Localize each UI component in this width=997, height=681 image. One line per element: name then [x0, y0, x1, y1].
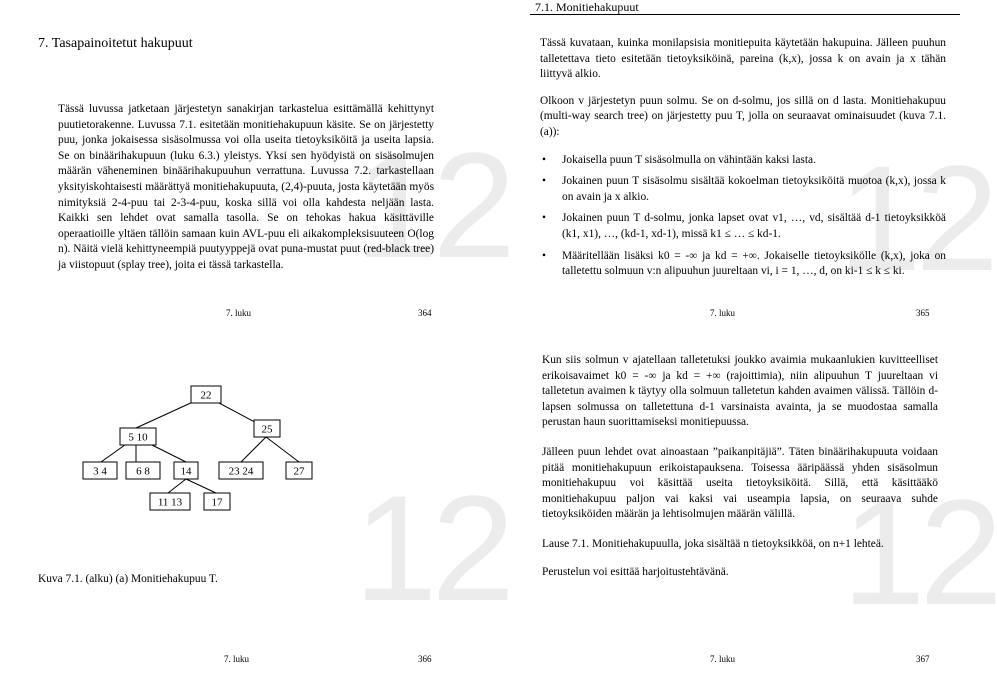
slide-366 [0, 345, 509, 681]
tree-node [204, 493, 230, 510]
figure-caption: Kuva 7.1. (alku) (a) Monitiehakupuu T. [38, 573, 218, 585]
node-label: 23 24 [228, 465, 254, 478]
list-item: • Jokainen puun T sisäsolmu sisältää kokoelman tietoyksiköitä muotoa (k,x), jossa k on avain ja x alkio. [542, 175, 946, 203]
bullet-icon: • [542, 212, 546, 225]
slide-body [58, 102, 434, 274]
intro-paragraph: Tässä kuvataan, kuinka monilapsisia monitiepuita käytetään hakupuina. Jälleen puuhun talletettava tieto esitetään tietoyksiköinä, pareina (k,x), jossa k on avain ja x tähän liittyvä alkio. [540, 37, 946, 81]
footer-chapter: 7. luku [710, 308, 736, 318]
footer-chapter: 7. luku [226, 308, 252, 318]
tree-node [254, 420, 280, 437]
tree-node [126, 462, 160, 479]
section-header: 7.1. Monitiehakupuut [535, 0, 639, 14]
page-number: 364 [418, 308, 432, 318]
node-label: 11 13 [157, 496, 183, 509]
bullet-icon: • [542, 249, 546, 262]
node-label: 22 [200, 389, 212, 402]
footer-chapter: 7. luku [710, 654, 736, 664]
definition-paragraph: Olkoon v järjestetyn puun solmu. Se on d-solmu, jos sillä on d lasta. Monitiehakupuu (multi-way search tree) on järjestetty puu T, jolla on seuraavat ominaisuudet (kuva 7.1.(a)): [540, 94, 946, 138]
page-number: 366 [418, 654, 432, 664]
tree-node [120, 428, 156, 445]
tree-node [219, 462, 263, 479]
node-label: 27 [293, 465, 305, 478]
paragraph: Perustelun voi esittää harjoitustehtävänä. [542, 565, 729, 578]
list-item: • Jokaisella puun T sisäsolmulla on vähintään kaksi lasta. [540, 153, 946, 169]
page-number: 367 [916, 654, 930, 664]
node-label: 6 8 [136, 465, 150, 478]
property-list [540, 153, 946, 280]
watermark-number: 12 [838, 134, 993, 302]
node-label: 14 [180, 465, 192, 478]
node-label: 25 [261, 423, 273, 436]
theorem: Lause 7.1. Monitiehakupuulla, joka sisältää n tietoyksikköä, on n+1 lehteä. [542, 537, 884, 550]
tree-node [174, 462, 198, 479]
watermark-number: 12 [355, 121, 510, 289]
slide-365 [520, 18, 993, 328]
tree-node [286, 462, 312, 479]
header-rule [530, 14, 960, 15]
bullet-icon: • [542, 175, 546, 188]
slide-body [542, 353, 938, 580]
paragraph: Jälleen puun lehdet ovat ainoastaan ”paikanpitäjiä”. Täten binäärihakupuuta voidaan pitää monitiehakupuun erikoistapauksena. Toisessa ääripäässä yhden sisäsolmun monitiehakupuu voi käsittää useita tietoyksiköitä. Sillä, että käsittääkö monitiehakupuu paljon vai kaksi vai useampia lapsia, on seuraava suhde tietoyksiköiden määrän ja lehtisolmujen määrän välillä. [542, 445, 938, 521]
slide-364 [0, 18, 510, 328]
slide-body [540, 36, 946, 280]
tree-node [83, 462, 117, 479]
slide-367 [520, 345, 997, 681]
paragraph: Tässä luvussa jatketaan järjestetyn sanakirjan tarkastelua esittämällä kehittynyt puutietorakenne. Luvussa 7.1. esitetään monitiehakupuun käsite. Se on järjestetty puu, jonka jokaisessa sisäsolmussa voi olla useita tietoyksiköitä ja useita lapsia. Se on binäärihakupuun (luku 6.3.) yleistys. Yksi sen hyödyistä on sisäsolmujen määrän väheneminen binäärihakupuuhun verrattuna. Luvussa 7.2. tarkastellaan yksityiskohtaisesti määrättyä monitiehakupuuta, (2,4)-puuta, josta käytetään myös nimityksiä 2-4-puu tai 2-3-4-puu, koska sillä voi olla kahdesta neljään lasta. Kaikki sen lehdet ovat samalla tasolla. Se on tehokas hakua käsittäville operaatioille yltäen tällöin samaan kuin AVL-puu eli aikakompleksisuuteen O(log n). Näitä vielä kehittyneempiä puutyyppejä ovat puna-mustat puut (red-black tree) ja viistopuut (splay tree), joita ei tässä tarkastella. [58, 103, 434, 271]
tree-node [150, 493, 190, 510]
watermark-number: 12 [842, 468, 997, 636]
node-label: 3 4 [93, 465, 107, 478]
bullet-icon: • [542, 153, 546, 166]
list-item: • Jokainen puun T d-solmu, jonka lapset ovat v1, …, vd, sisältää d-1 tietoyksikköä (k1, x1), …, (kd-1, xd-1), missä k1 ≤ … ≤ kd-1. [542, 212, 946, 240]
paragraph: Kun siis solmun v ajatellaan talletetuksi joukko avaimia mukaanlukien kuvitteelliset erikoisavaimet k0 = -∞ ja kd = +∞ (rajoittimia), niin alipuuhun T juureltaan vi talletetun avaimen k täytyy olla solmuun talletetun kahden avaimen välissä. Tällöin d-lapsen solmussa on talletettuna d-1 varsinaista avainta, ja se muodostaa samalla perustan haun suorittamiseksi monitiepuussa. [542, 354, 938, 429]
watermark-number: 12 [354, 464, 509, 632]
multiway-search-tree [76, 385, 406, 585]
footer-chapter: 7. luku [224, 654, 250, 664]
slide-title: 7. Tasapainoitetut hakupuut [38, 36, 193, 51]
page-number: 365 [916, 308, 930, 318]
node-label: 5 10 [128, 431, 148, 444]
node-label: 17 [211, 496, 223, 509]
list-item: • Määritellään lisäksi k0 = -∞ ja kd = +∞. Jokaiselle tietoyksikölle (k,x), joka on talletettu solmuun v:n alipuuhun juureltaan vi, i = 1, …, d, on ki-1 ≤ k ≤ ki. [542, 249, 946, 278]
tree-node-root [191, 386, 221, 403]
